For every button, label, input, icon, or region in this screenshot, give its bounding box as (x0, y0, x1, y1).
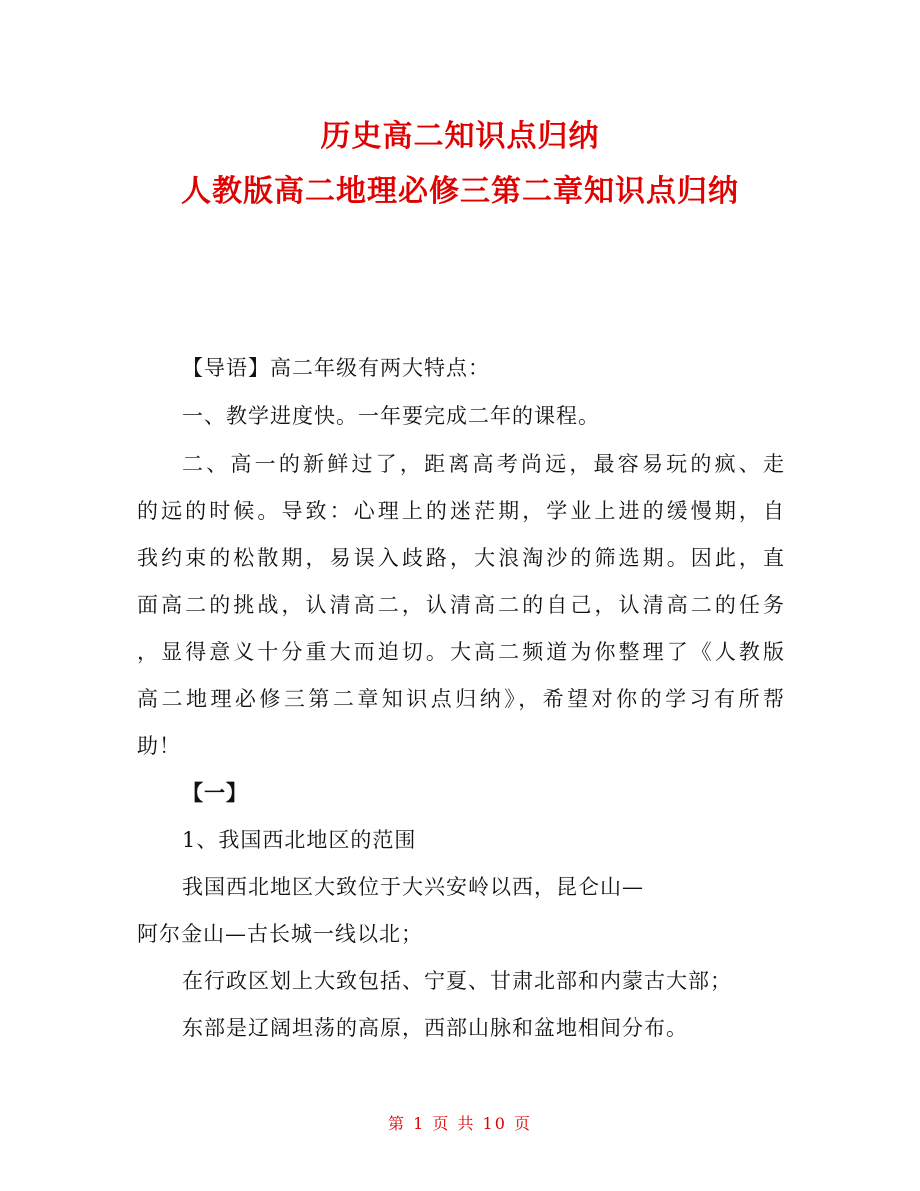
paragraph-line: 一、教学进度快。一年要完成二年的课程。 (182, 404, 600, 428)
paragraph-line: ，显得意义十分重大而迫切。大高二频道为你整理了《人教版 (137, 640, 785, 664)
paragraph-line: 面高二的挑战，认清高二，认清高二的自己，认清高二的任务 (137, 593, 785, 617)
document-subtitle: 人教版高二地理必修三第二章知识点归纳 (181, 174, 739, 209)
paragraph-line: 的远的时候。导致：心理上的迷茫期，学业上进的缓慢期，自 (137, 499, 785, 523)
subsection-heading: 1、我国西北地区的范围 (182, 828, 417, 852)
paragraph-line: 高二地理必修三第二章知识点归纳》，希望对你的学习有所帮 (137, 687, 785, 711)
paragraph-line: 在行政区划上大致包括、宁夏、甘肃北部和内蒙古大部； (182, 969, 732, 993)
paragraph-line: 二、高一的新鲜过了，距离高考尚远，最容易玩的疯、走 (182, 452, 785, 476)
page-footer: 第 1 页 共 10 页 (388, 1114, 532, 1133)
intro-line: 【导语】高二年级有两大特点： (182, 356, 490, 380)
paragraph-line: 我约束的松散期，易误入歧路，大浪淘沙的筛选期。因此，直 (137, 546, 785, 570)
paragraph-line: 东部是辽阔坦荡的高原，西部山脉和盆地相间分布。 (182, 1016, 688, 1040)
section-heading: 【一】 (182, 780, 248, 805)
paragraph-line: 我国西北地区大致位于大兴安岭以西，昆仑山— (182, 875, 644, 899)
document-title: 历史高二知识点归纳 (320, 119, 600, 154)
paragraph-line: 阿尔金山—古长城一线以北； (137, 922, 423, 946)
paragraph-line: 助！ (137, 734, 181, 758)
